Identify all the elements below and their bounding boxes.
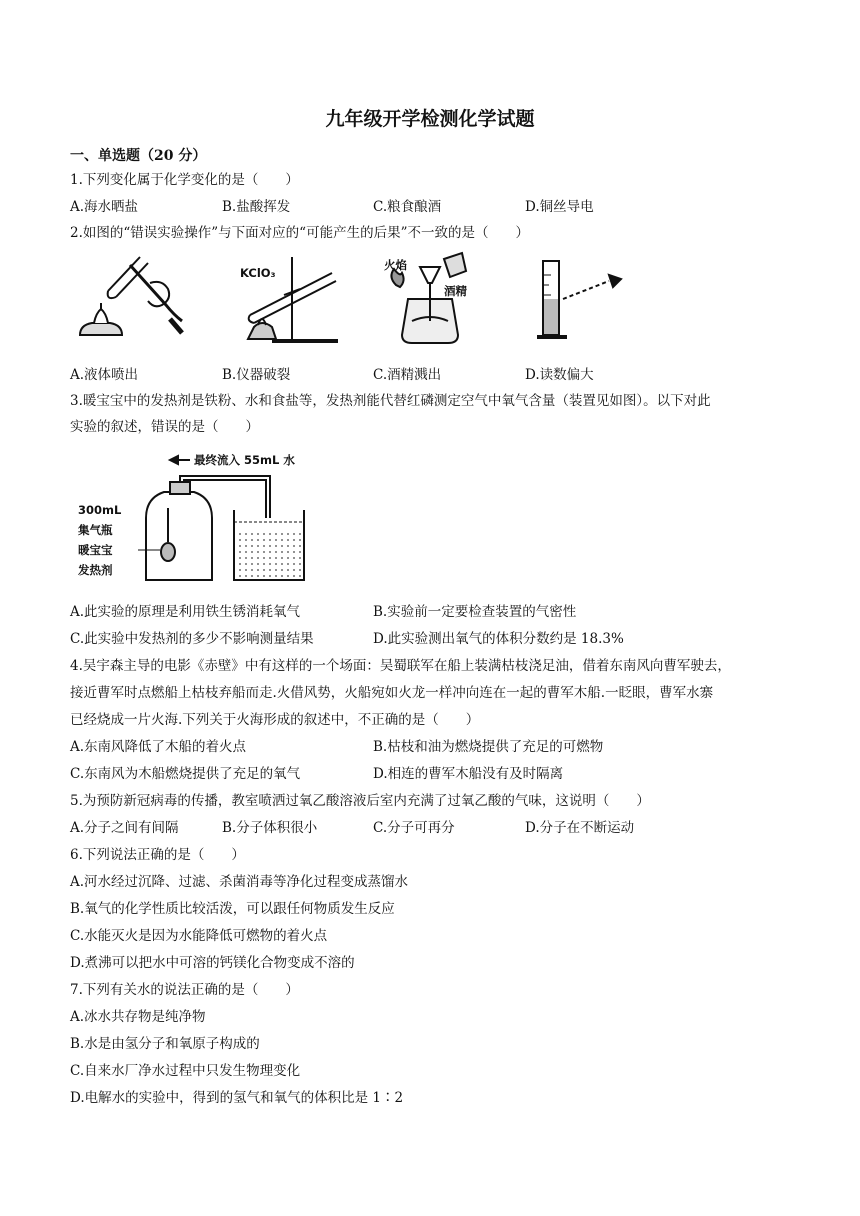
q5-option-d: D.分子在不断运动 — [525, 820, 635, 836]
question-3-stem-line-2: 实验的叙述，错误的是（ ） — [70, 419, 259, 435]
question-4-line-2: 接近曹军时点燃船上枯枝弃船而走.火借风势，火船宛如火龙一样冲向连在一起的曹军木船.一眨眼，曹军水寨 — [70, 685, 714, 701]
question-6-stem: 6.下列说法正确的是（ ） — [70, 847, 245, 863]
q2-option-d: D.读数偏大 — [525, 367, 594, 383]
q2-option-a: A.液体喷出 — [70, 367, 139, 383]
question-4-line-1: 4.吴宇森主导的电影《赤壁》中有这样的一个场面：吴蜀联军在船上装满枯枝浇足油，借着东南风向曹军驶去， — [70, 658, 731, 674]
section-heading: 一、单选题（20 分） — [70, 148, 207, 164]
q6-option-a: A.河水经过沉降、过滤、杀菌消毒等净化过程变成蒸馏水 — [70, 874, 409, 890]
q6-option-d: D.煮沸可以把水中可溶的钙镁化合物变成不溶的 — [70, 955, 355, 971]
flame-label: 火焰 — [384, 258, 407, 272]
figure-heating-test-tube — [70, 255, 190, 355]
volume-label: 300mL — [78, 503, 122, 517]
figure-oxygen-apparatus — [76, 448, 336, 588]
question-1-stem: 1.下列变化属于化学变化的是（ ） — [70, 172, 299, 188]
arrow-label: 最终流入 55mL 水 — [194, 453, 295, 467]
q3-option-a: A.此实验的原理是利用铁生锈消耗氧气 — [70, 604, 301, 620]
q6-option-b: B.氧气的化学性质比较活泼，可以跟任何物质发生反应 — [70, 901, 395, 917]
q4-option-c: C.东南风为木船燃烧提供了充足的氧气 — [70, 766, 301, 782]
figure-heating-kclo3 — [232, 255, 342, 355]
question-4-line-3: 已经烧成一片火海.下列关于火海形成的叙述中，不正确的是（ ） — [70, 712, 480, 728]
q1-option-c: C.粮食酿酒 — [373, 199, 442, 215]
q7-option-b: B.水是由氢分子和氧原子构成的 — [70, 1036, 260, 1052]
q2-option-b: B.仪器破裂 — [222, 367, 291, 383]
q4-option-d: D.相连的曹军木船没有及时隔离 — [373, 766, 564, 782]
q4-option-b: B.枯枝和油为燃烧提供了充足的可燃物 — [373, 739, 604, 755]
q7-option-c: C.自来水厂净水过程中只发生物理变化 — [70, 1063, 301, 1079]
q5-option-b: B.分子体积很小 — [222, 820, 318, 836]
question-7-stem: 7.下列有关水的说法正确的是（ ） — [70, 982, 299, 998]
warmer-label: 暖宝宝 — [78, 543, 113, 557]
q1-option-a: A.海水晒盐 — [70, 199, 139, 215]
q3-option-d: D.此实验测出氧气的体积分数约是 18.3% — [373, 631, 624, 647]
q1-option-d: D.铜丝导电 — [525, 199, 594, 215]
agent-label: 发热剂 — [78, 563, 113, 577]
q3-option-c: C.此实验中发热剂的多少不影响测量结果 — [70, 631, 314, 647]
q3-option-b: B.实验前一定要检查装置的气密性 — [373, 604, 577, 620]
page-title: 九年级开学检测化学试题 — [325, 108, 535, 130]
q6-option-c: C.水能灭火是因为水能降低可燃物的着火点 — [70, 928, 328, 944]
q1-option-b: B.盐酸挥发 — [222, 199, 291, 215]
question-2-stem: 2.如图的“错误实验操作”与下面对应的“可能产生的后果”不一致的是（ ） — [70, 225, 529, 241]
q2-option-c: C.酒精溅出 — [373, 367, 442, 383]
question-5-stem: 5.为预防新冠病毒的传播，教室喷洒过氧乙酸溶液后室内充满了过氧乙酸的气味，这说明（ ） — [70, 793, 650, 809]
bottle-label: 集气瓶 — [78, 523, 113, 537]
kclo3-label: KClO₃ — [240, 266, 276, 280]
q5-option-c: C.分子可再分 — [373, 820, 455, 836]
figure-graduated-cylinder — [525, 255, 635, 355]
alcohol-label: 酒精 — [444, 284, 467, 298]
q7-option-d: D.电解水的实验中，得到的氢气和氧气的体积比是 1∶2 — [70, 1090, 404, 1106]
q5-option-a: A.分子之间有间隔 — [70, 820, 179, 836]
figure-alcohol-lamp — [382, 255, 482, 355]
question-3-stem-line-1: 3.暖宝宝中的发热剂是铁粉、水和食盐等，发热剂能代替红磷测定空气中氧气含量（装置见如图）。以下对此 — [70, 393, 711, 409]
q4-option-a: A.东南风降低了木船的着火点 — [70, 739, 247, 755]
q7-option-a: A.冰水共存物是纯净物 — [70, 1009, 206, 1025]
